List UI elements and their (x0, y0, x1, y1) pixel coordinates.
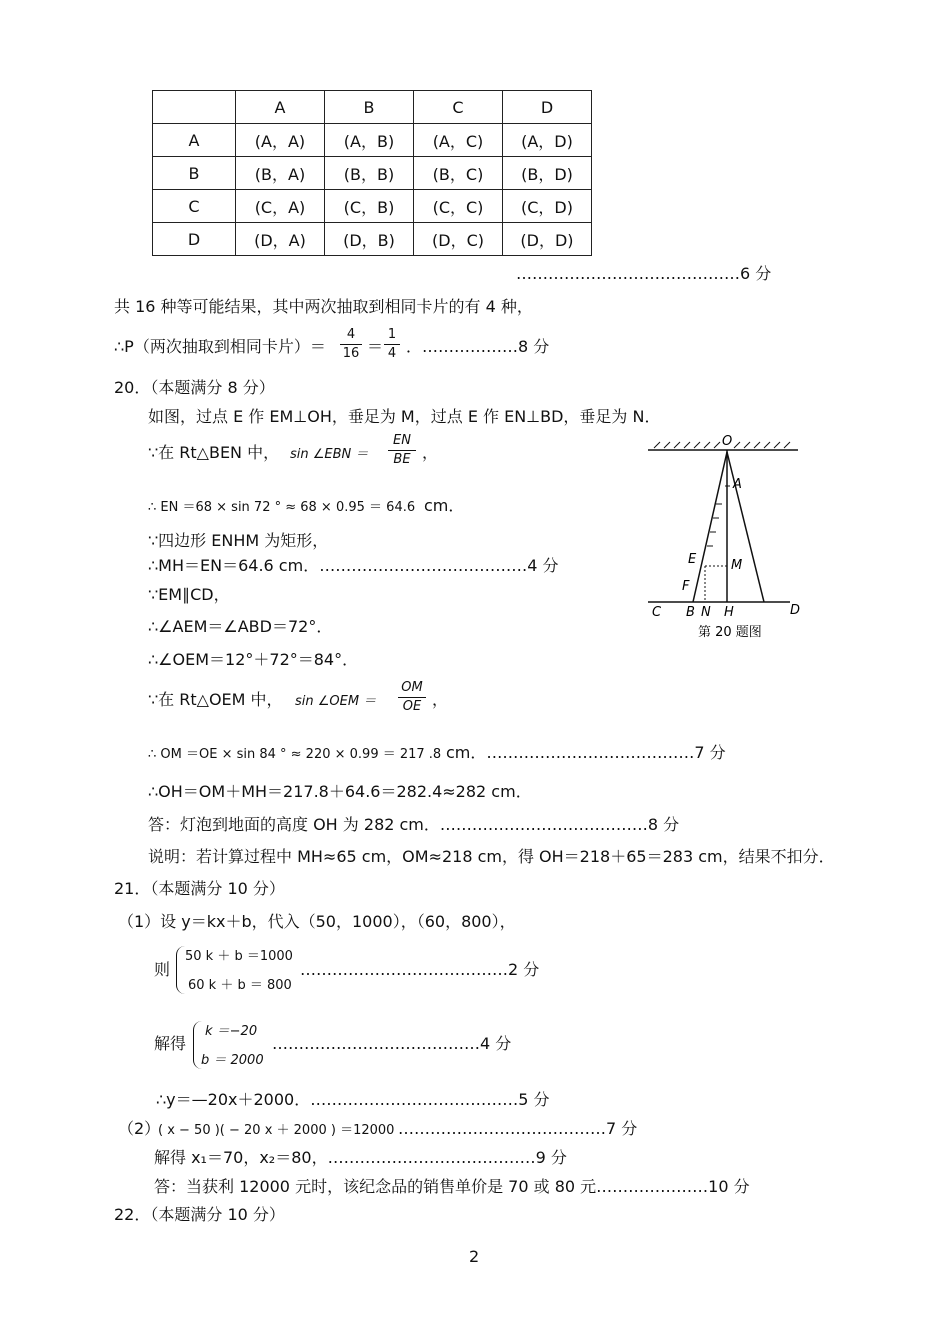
fraction-1-4: 1 4 (384, 327, 400, 362)
label-d: D (790, 603, 801, 618)
q20-note: 说明：若计算过程中 MH≈65 cm，OM≈218 cm，得 OH＝218＋65＝283 cm，结果不扣分． (148, 847, 835, 866)
fraction-4-16: 4 16 (340, 327, 362, 362)
q20-line3: ∵四边形 ENHM 为矩形， (148, 531, 329, 550)
table-cell: (B，D) (503, 157, 592, 190)
q20-heading: 20．（本题满分 8 分） (114, 378, 275, 397)
q20-line5: ∵EM∥CD， (148, 585, 230, 604)
system1-eq2: 60 k ＋ b ＝ 800 (188, 978, 292, 993)
table-header-cell: A (236, 91, 325, 124)
table-header-cell (153, 91, 236, 124)
label-b: B (686, 605, 695, 620)
label-n: N (701, 605, 711, 620)
score-2: …………………………………2 分 (300, 960, 540, 979)
equals-sign: ＝ (367, 337, 384, 356)
table-row-label: B (153, 157, 236, 190)
table-cell: (D，C) (414, 223, 503, 256)
q21-part2-solution: 解得 x₁＝70，x₂＝80，…………………………………9 分 (154, 1148, 567, 1167)
total-outcomes-line: 共 16 种等可能结果，其中两次抽取到相同卡片的有 4 种， (114, 297, 533, 316)
q20-line6: ∴∠AEM＝∠ABD＝72°． (148, 617, 333, 636)
q20-line4: ∴MH＝EN＝64.6 cm．…………………………………4 分 (148, 556, 559, 575)
q20-line2-tail: cm． (424, 496, 465, 515)
label-e: E (688, 552, 697, 567)
q20-intro: 如图，过点 E 作 EM⊥OH，垂足为 M，过点 E 作 EN⊥BD，垂足为 N． (148, 407, 661, 426)
outcome-table (152, 90, 592, 256)
q22-heading: 22．（本题满分 10 分） (114, 1205, 285, 1224)
label-f: F (682, 579, 690, 594)
q21-part2-answer: 答：当获利 12000 元时，该纪念品的销售单价是 70 或 80 元…………………10 分 (154, 1177, 750, 1196)
table-cell: (B，C) (414, 157, 503, 190)
label-h: H (724, 605, 734, 620)
table-row (153, 223, 592, 256)
q21-result: ∴y＝—20x＋2000．…………………………………5 分 (156, 1090, 550, 1109)
q21-part1: （1）设 y＝kx＋b，代入（50，1000），（60，800）， (118, 912, 516, 931)
q20-line8-prefix: ∵在 Rt△OEM 中， (148, 690, 283, 709)
table-cell: (A，A) (236, 124, 325, 157)
table-header-cell: D (503, 91, 592, 124)
figure-caption: 第 20 题图 (698, 625, 762, 640)
q20-line10: ∴OH＝OM＋MH＝217.8＋64.6＝282.4≈282 cm． (148, 782, 532, 801)
score-6: ……………………………………6 分 (516, 264, 772, 283)
q21-then: 则 (154, 960, 171, 979)
score-8: ．………………8 分 (406, 337, 550, 356)
table-row (153, 190, 592, 223)
system-brace (176, 946, 185, 994)
table-cell: (A，B) (325, 124, 414, 157)
q21-part2-equation: ( x − 50 )( − 20 x ＋ 2000 ) ＝12000 (158, 1123, 395, 1138)
table-cell: (D，D) (503, 223, 592, 256)
q20-line2-math: ∴ EN ＝68 × sin 72 ° ≈ 68 × 0.95 ＝ 64.6 (148, 500, 416, 515)
table-cell: (C，A) (236, 190, 325, 223)
q20-answer: 答：灯泡到地面的高度 OH 为 282 cm．…………………………………8 分 (148, 815, 680, 834)
table-cell: (A，C) (414, 124, 503, 157)
fraction-en-be: EN BE (388, 433, 416, 468)
score-4: …………………………………4 分 (272, 1034, 512, 1053)
q20-line8-sin: sin ∠OEM ＝ (295, 694, 377, 709)
table-cell: (D，B) (325, 223, 414, 256)
label-o: O (722, 434, 733, 449)
table-row (153, 124, 592, 157)
table-cell: (A，D) (503, 124, 592, 157)
comma: ， (432, 690, 449, 709)
table-row-label: A (153, 124, 236, 157)
table-cell: (C，D) (503, 190, 592, 223)
q21-part2-label: （2） (118, 1119, 161, 1138)
q20-line7: ∴∠OEM＝12°＋72°＝84°． (148, 650, 359, 669)
label-c: C (652, 605, 662, 620)
fraction-om-oe: OM OE (398, 680, 426, 715)
label-m: M (731, 558, 743, 573)
table-header-row (153, 91, 592, 124)
table-header-cell: C (414, 91, 503, 124)
q20-line1-prefix: ∵在 Rt△BEN 中， (148, 443, 280, 462)
q21-heading: 21．（本题满分 10 分） (114, 879, 285, 898)
system2-eq2: b ＝ 2000 (201, 1053, 264, 1068)
system2-eq1: k ＝−20 (205, 1024, 258, 1039)
q20-line9-math: ∴ OM ＝OE × sin 84 ° ≈ 220 × 0.99 ＝ 217 .8 (148, 747, 442, 762)
comma: ， (422, 443, 439, 462)
table-cell: (B，A) (236, 157, 325, 190)
table-row-label: C (153, 190, 236, 223)
q20-line1-sin: sin ∠EBN ＝ (290, 447, 369, 462)
label-a: A (733, 477, 742, 492)
table-cell: (C，B) (325, 190, 414, 223)
score-7: …………………………………7 分 (398, 1119, 638, 1138)
q20-line9-tail: cm．…………………………………7 分 (446, 743, 726, 762)
table-cell: (B，B) (325, 157, 414, 190)
q21-solve: 解得 (154, 1034, 187, 1053)
table-cell: (C，C) (414, 190, 503, 223)
table-cell: (D，A) (236, 223, 325, 256)
probability-prefix: ∴P（两次抽取到相同卡片）＝ (114, 337, 326, 356)
page-number: 2 (469, 1247, 480, 1266)
table-row (153, 157, 592, 190)
q20-figure (640, 430, 810, 645)
table-header-cell: B (325, 91, 414, 124)
table-row-label: D (153, 223, 236, 256)
system1-eq1: 50 k ＋ b ＝1000 (185, 949, 293, 964)
